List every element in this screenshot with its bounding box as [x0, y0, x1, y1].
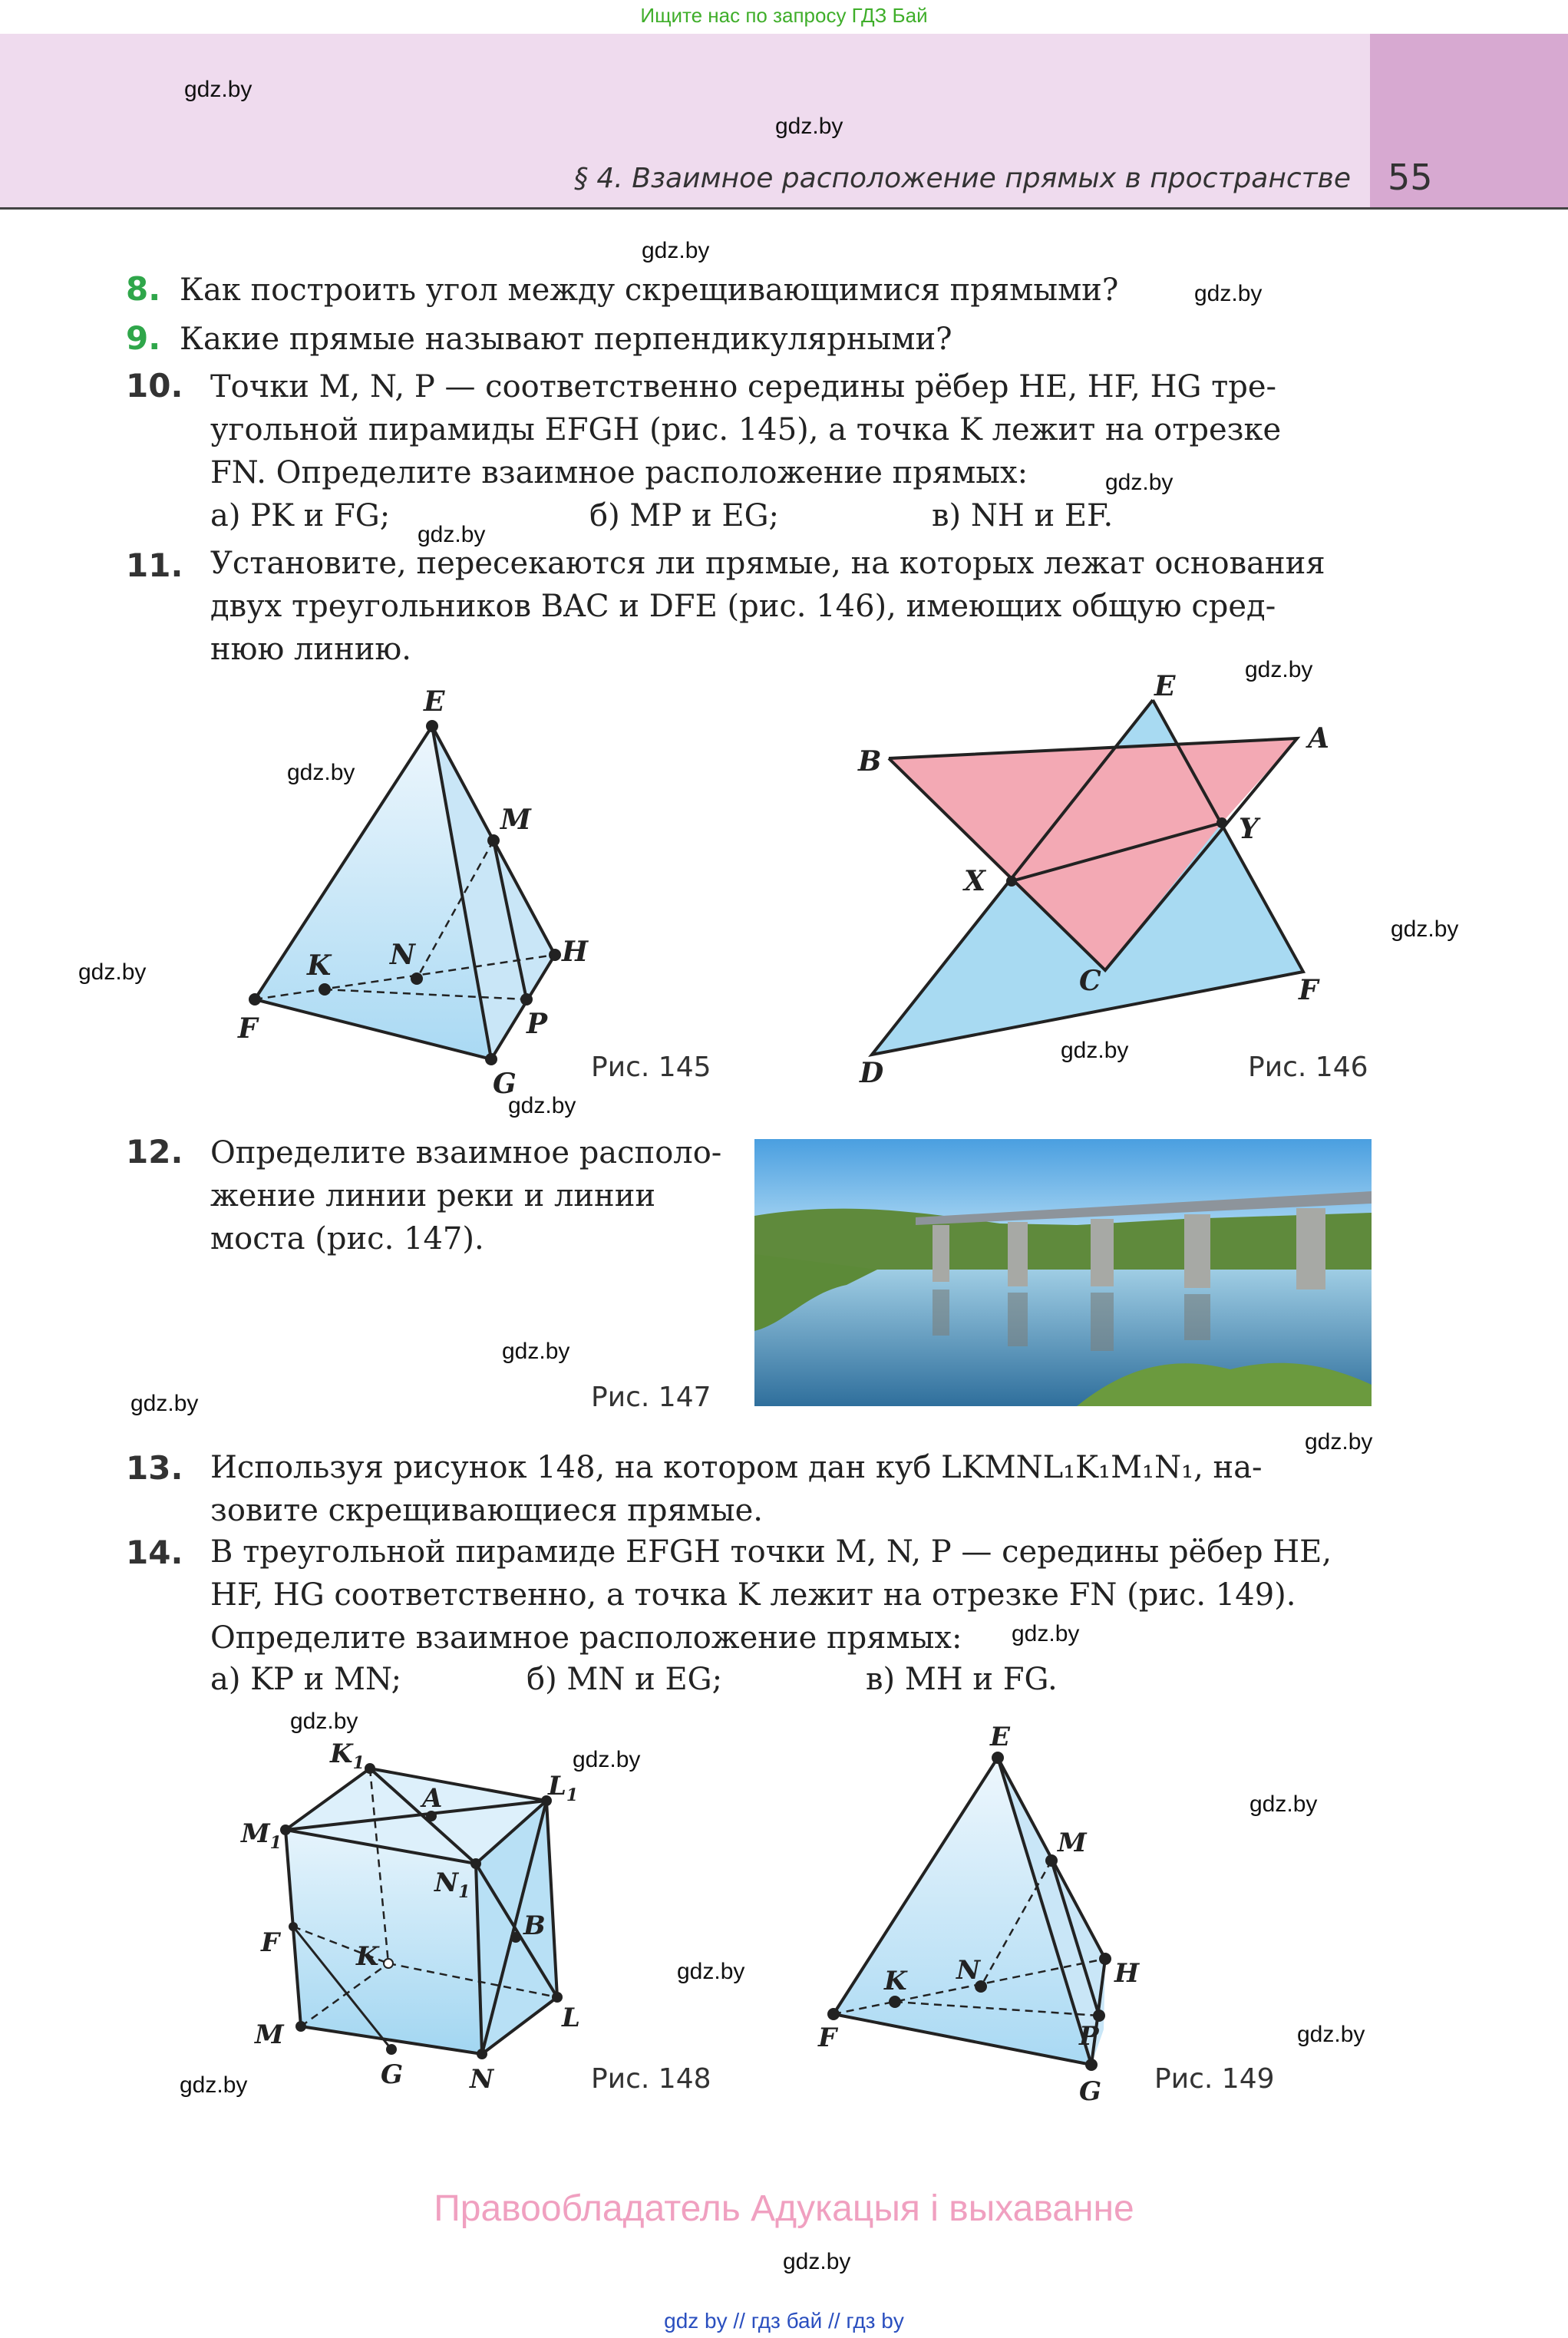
footer-links[interactable]: gdz by // гдз бай // гдз by — [664, 2309, 904, 2333]
q10-line: Точки M, N, P — соответственно середины рёбер HE, HF, HG тре- — [210, 369, 1277, 405]
q14-line: HF, HG соответственно, а точка K лежит на отрезке FN (рис. 149). — [210, 1577, 1296, 1613]
label-H: H — [562, 936, 589, 968]
section-title: § 4. Взаимное расположение прямых в пространстве — [573, 163, 1351, 194]
q14-option-b: б) MN и EG; — [527, 1662, 723, 1697]
label-K: K — [884, 1966, 907, 1996]
label-F: F — [818, 2023, 837, 2053]
q13-number: 13. — [126, 1449, 183, 1487]
label-E: E — [990, 1722, 1010, 1752]
caption-fig147: Рис. 147 — [591, 1382, 711, 1413]
label-M: M — [1058, 1828, 1087, 1858]
q10-line: FN. Определите взаимное расположение прямых: — [210, 455, 1028, 490]
q11-number: 11. — [126, 547, 183, 584]
watermark: gdz.by — [287, 760, 355, 785]
label-E: E — [1154, 670, 1176, 702]
watermark: gdz.by — [1249, 1791, 1318, 1817]
caption-fig149: Рис. 149 — [1154, 2063, 1275, 2095]
figure-149-pyramid — [798, 1715, 1197, 2106]
q10-option-c: в) NH и EF. — [932, 498, 1114, 533]
page-number: 55 — [1388, 157, 1433, 198]
q9-text: Какие прямые называют перпендикулярными? — [180, 322, 952, 357]
label-M: M — [500, 804, 531, 836]
watermark: gdz.by — [642, 238, 710, 263]
label-C: C — [1079, 965, 1101, 997]
q14-option-a: а) KP и MN; — [210, 1662, 402, 1697]
watermark: gdz.by — [1297, 2022, 1365, 2047]
caption-fig146: Рис. 146 — [1248, 1052, 1368, 1083]
label-E: E — [424, 685, 445, 718]
watermark: gdz.by — [783, 2249, 851, 2274]
q14-line: Определите взаимное расположение прямых: — [210, 1620, 962, 1656]
label-K: K — [307, 949, 332, 982]
watermark: gdz.by — [1105, 470, 1174, 495]
label-Y: Y — [1239, 813, 1259, 845]
label-A: A — [422, 1783, 443, 1814]
watermark: gdz.by — [508, 1093, 576, 1118]
watermark: gdz.by — [1194, 281, 1263, 306]
watermark: gdz.by — [78, 959, 147, 985]
q8-number: 8. — [126, 270, 161, 308]
figure-145-pyramid — [215, 675, 614, 1105]
label-G: G — [381, 2059, 404, 2090]
q12-line: Определите взаимное располо- — [210, 1135, 722, 1171]
figure-148-cube — [230, 1727, 629, 2111]
q11-line: двух треугольников BAC и DFE (рис. 146), имеющих общую сред- — [210, 589, 1276, 624]
q10-option-a: а) PK и FG; — [210, 498, 391, 533]
label-F: F — [238, 1012, 258, 1045]
label-G: G — [493, 1068, 517, 1100]
caption-fig148: Рис. 148 — [591, 2063, 711, 2095]
q12-number: 12. — [126, 1133, 183, 1171]
q11-line: Установите, пересекаются ли прямые, на которых лежат основания — [210, 546, 1325, 581]
label-N1: $N_1$ — [434, 1867, 470, 1902]
label-B: B — [523, 1910, 546, 1941]
label-A: A — [1308, 722, 1329, 755]
q13-line: Используя рисунок 148, на котором дан куб LKMNL₁K₁M₁N₁, на- — [210, 1450, 1263, 1485]
watermark: gdz.by — [418, 522, 486, 547]
figure-147-bridge-photo — [754, 1139, 1372, 1406]
q10-option-b: б) MP и EG; — [589, 498, 779, 533]
watermark: gdz.by — [180, 2072, 248, 2098]
q8-text: Как построить угол между скрещивающимися прямыми? — [180, 272, 1119, 308]
label-X: X — [964, 865, 985, 897]
q9-number: 9. — [126, 319, 161, 357]
watermark: gdz.by — [677, 1959, 745, 1984]
q12-line: моста (рис. 147). — [210, 1221, 484, 1257]
watermark: gdz.by — [1061, 1038, 1129, 1063]
figure-146-triangles — [844, 668, 1351, 1098]
watermark: gdz.by — [1305, 1429, 1373, 1455]
watermark: gdz.by — [1012, 1621, 1080, 1646]
q10-line: угольной пирамиды EFGH (рис. 145), а точка K лежит на отрезке — [210, 412, 1282, 447]
label-N: N — [470, 2064, 494, 2095]
label-D: D — [860, 1057, 884, 1089]
q14-number: 14. — [126, 1534, 183, 1571]
header-rule — [0, 207, 1568, 210]
label-K1: $K_1$ — [330, 1739, 365, 1773]
label-G: G — [1079, 2076, 1102, 2106]
q12-line: жение линии реки и линии — [210, 1178, 656, 1214]
footer-rights: Правообладатель Адукацыя і выхаванне — [434, 2188, 1134, 2229]
top-banner: Ищите нас по запросу ГДЗ Бай — [640, 4, 928, 27]
watermark: gdz.by — [502, 1339, 570, 1364]
label-N: N — [390, 939, 415, 971]
q13-line: зовите скрещивающиеся прямые. — [210, 1493, 764, 1528]
label-P: P — [1079, 2021, 1099, 2052]
watermark: gdz.by — [184, 77, 253, 102]
watermark: gdz.by — [1391, 916, 1459, 942]
label-P: P — [527, 1008, 548, 1040]
label-F: F — [1299, 974, 1319, 1006]
q14-line: В треугольной пирамиде EFGH точки M, N, P — середины рёбер HE, — [210, 1534, 1332, 1570]
label-B: B — [858, 745, 882, 778]
label-K: K — [356, 1941, 379, 1972]
label-N: N — [956, 1955, 981, 1986]
watermark: gdz.by — [573, 1747, 641, 1772]
watermark: gdz.by — [130, 1391, 199, 1416]
label-H: H — [1114, 1958, 1140, 1989]
label-F: F — [261, 1927, 280, 1958]
label-M: M — [255, 2019, 284, 2050]
q10-number: 10. — [126, 367, 183, 405]
watermark: gdz.by — [290, 1709, 358, 1734]
q11-line: нюю линию. — [210, 632, 411, 667]
label-L1: $L_1$ — [548, 1771, 579, 1805]
watermark: gdz.by — [775, 114, 843, 139]
q14-option-c: в) MH и FG. — [866, 1662, 1058, 1697]
caption-fig145: Рис. 145 — [591, 1052, 711, 1083]
label-L: L — [562, 2003, 580, 2033]
watermark: gdz.by — [1245, 657, 1313, 682]
label-M1: $M_1$ — [241, 1818, 282, 1853]
